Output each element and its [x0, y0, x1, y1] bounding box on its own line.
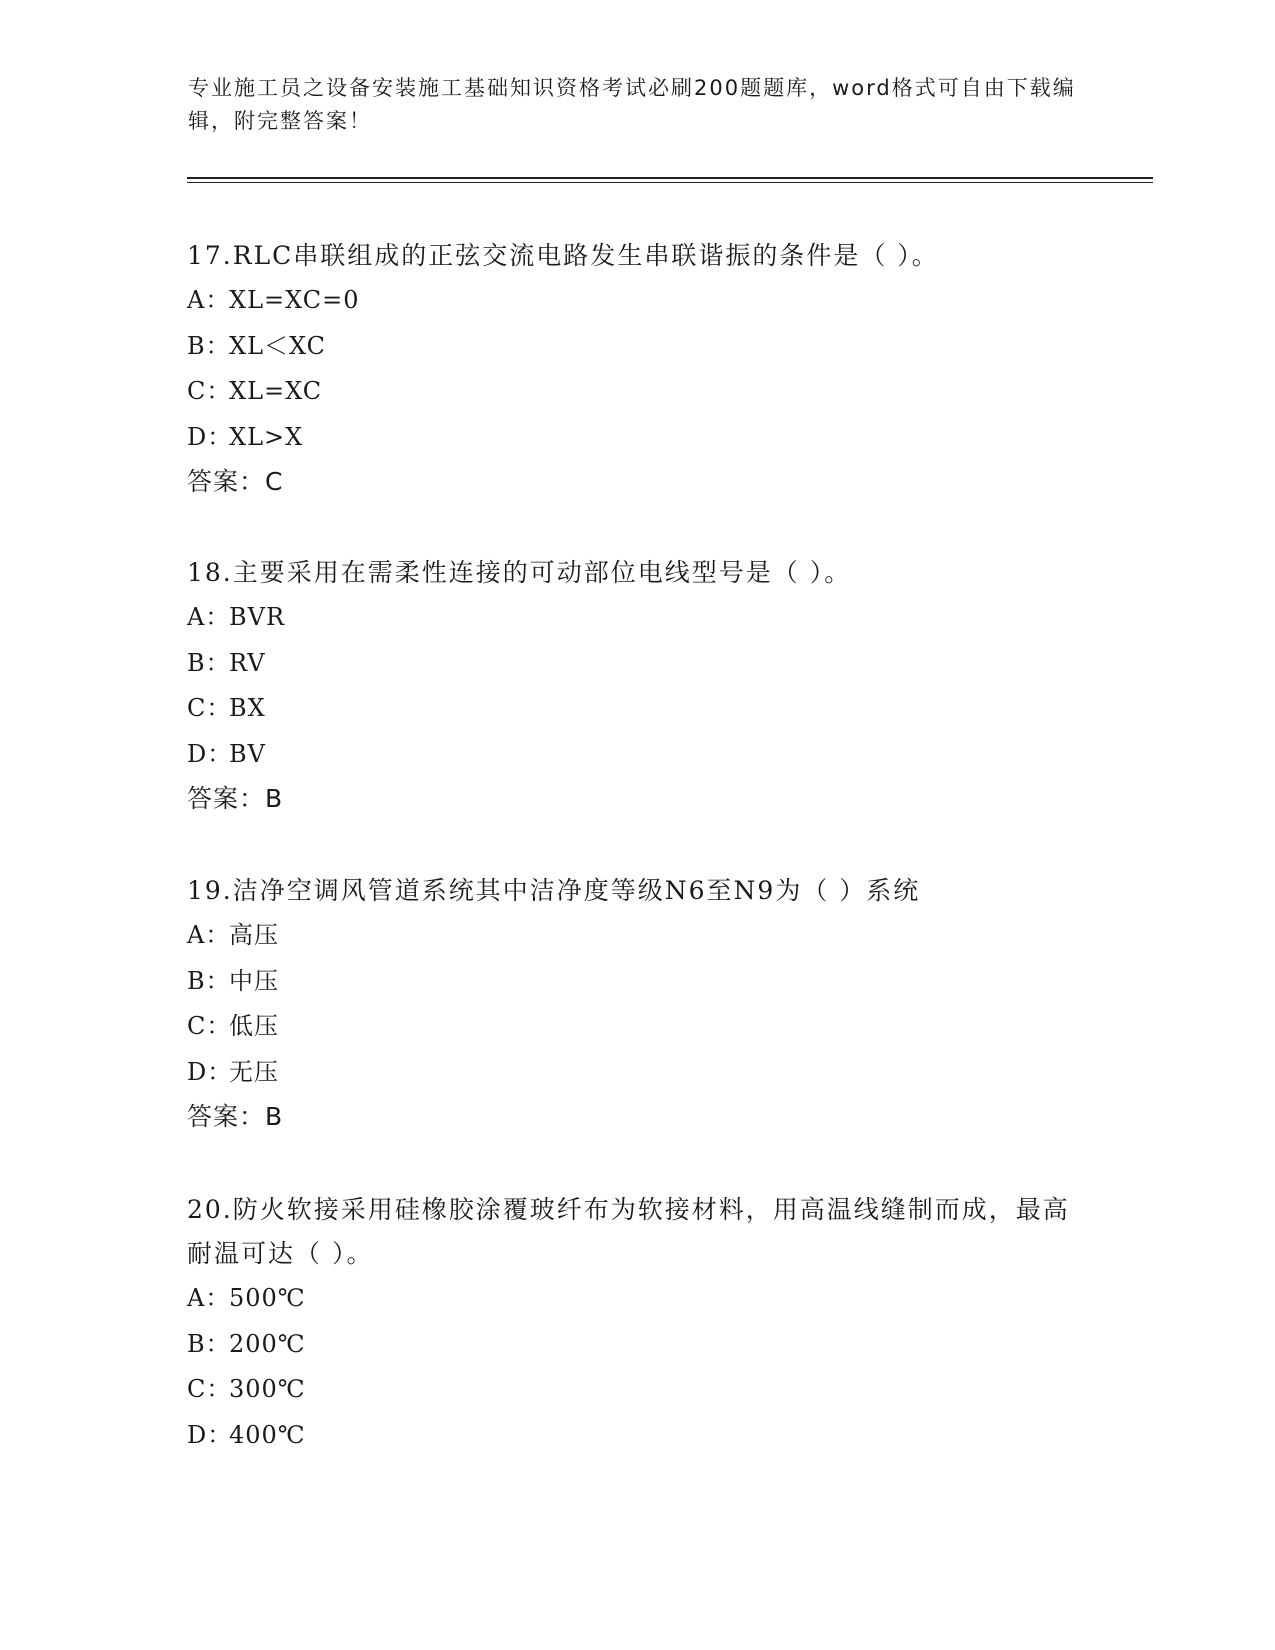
option-key: A： [187, 921, 231, 949]
answer-line: 答案：B [187, 1102, 284, 1131]
option-d [187, 415, 1087, 461]
option-a [187, 278, 1087, 324]
option-key: A： [187, 603, 231, 631]
option-c [187, 1004, 1087, 1050]
option-b [187, 324, 1087, 370]
option-c [187, 686, 1087, 732]
option-c [187, 1367, 1087, 1413]
option-key: C： [187, 1012, 232, 1040]
option-text: 无压 [229, 1057, 279, 1086]
option-text: XL>X [229, 422, 304, 451]
answer-line: 答案：C [187, 467, 284, 496]
question-stem: 19.洁净空调风管道系统其中洁净度等级N6至N9为（ ）系统 [187, 876, 921, 905]
answer-line: 答案：B [187, 784, 284, 813]
option-text: XL=XC [229, 377, 323, 405]
question-18 [187, 551, 1087, 821]
option-key: A： [187, 286, 231, 314]
option-key: D： [187, 1420, 233, 1449]
document-header-title: 专业施工员之设备安装施工基础知识资格考试必刷200题题库，word格式可自由下载编辑，附完整答案！ [188, 76, 1076, 133]
option-a [187, 1276, 1087, 1322]
option-key: D： [187, 1057, 233, 1086]
option-text: 中压 [229, 966, 279, 995]
option-key: C： [187, 1375, 232, 1403]
option-d [187, 1050, 1087, 1096]
option-key: B： [187, 331, 231, 360]
option-text: 300℃ [229, 1375, 306, 1403]
option-text: BX [229, 694, 266, 722]
option-d [187, 1413, 1087, 1459]
option-text: XL＜XC [229, 331, 327, 360]
option-text: 500℃ [229, 1284, 306, 1312]
option-text: RV [229, 648, 266, 677]
question-20 [187, 1188, 1087, 1458]
question-stem: 20.防火软接采用硅橡胶涂覆玻纤布为软接材料，用高温线缝制而成，最高耐温可达（ ）。 [187, 1195, 1070, 1268]
option-key: D： [187, 422, 233, 451]
option-key: B： [187, 966, 231, 995]
option-a [187, 595, 1087, 641]
option-text: BVR [229, 603, 286, 631]
option-key: D： [187, 739, 233, 768]
option-a [187, 913, 1087, 959]
option-key: A： [187, 1284, 231, 1312]
option-b [187, 1322, 1087, 1368]
option-b [187, 959, 1087, 1005]
question-19 [187, 869, 1087, 1139]
option-text: 低压 [229, 1012, 279, 1040]
option-c [187, 369, 1087, 415]
option-b [187, 641, 1087, 687]
option-d [187, 732, 1087, 778]
option-text: 高压 [229, 921, 279, 949]
header-divider [187, 177, 1153, 183]
option-key: B： [187, 648, 231, 677]
option-text: BV [229, 739, 266, 768]
option-key: C： [187, 377, 232, 405]
option-key: C： [187, 694, 232, 722]
option-text: XL=XC=0 [229, 286, 360, 314]
option-text: 200℃ [229, 1329, 306, 1358]
question-stem: 17.RLC串联组成的正弦交流电路发生串联谐振的条件是（ ）。 [187, 241, 939, 270]
option-text: 400℃ [229, 1420, 306, 1449]
question-17 [187, 234, 1087, 504]
option-key: B： [187, 1329, 231, 1358]
question-stem: 18.主要采用在需柔性连接的可动部位电线型号是（ ）。 [187, 558, 852, 587]
